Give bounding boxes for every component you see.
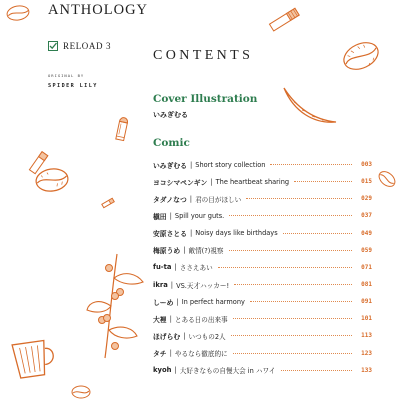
toc-entry[interactable] [153, 242, 372, 259]
toc-separator: | [169, 314, 172, 323]
toc-author: ヨコシマペンギン [153, 178, 208, 187]
toc-work-title: やるなら徹底的に [174, 350, 228, 359]
toc-page-number: 133 [361, 366, 372, 374]
toc-work-title: The heartbeat sharing [215, 177, 290, 186]
toc-entry[interactable] [153, 276, 372, 293]
toc-author: ほげらむ [153, 332, 181, 341]
toc-author: しーめ [153, 298, 174, 307]
toc-leader [233, 318, 352, 319]
toc-leader [246, 198, 352, 199]
toc-author: タダノなつ [153, 195, 187, 204]
toc-page-number: 029 [361, 195, 372, 203]
toc-page-number: 113 [361, 332, 372, 340]
toc-list [153, 156, 372, 379]
toc-separator: | [189, 160, 193, 169]
reload-row [48, 41, 111, 51]
toc-separator: | [170, 280, 174, 289]
toc-work-title: In perfect harmony [181, 297, 245, 306]
toc-leader [294, 181, 352, 182]
toc-work-title: Noisy days like birthdays [195, 229, 278, 238]
coffee-cup-icon [6, 330, 62, 384]
toc-entry[interactable] [153, 327, 372, 344]
toc-page-number: 003 [361, 161, 372, 169]
toc-separator: | [176, 297, 179, 306]
bullet-icon [113, 112, 131, 146]
coffee-bean-icon [33, 166, 71, 194]
toc-leader [229, 250, 352, 251]
toc-entry[interactable] [153, 173, 372, 190]
cover-artist: いみぎむる [153, 111, 188, 119]
toc-page-number: 101 [361, 315, 372, 323]
toc-entry[interactable] [153, 225, 372, 242]
toc-leader [231, 335, 352, 336]
toc-entry[interactable] [153, 156, 372, 173]
toc-leader [229, 215, 352, 216]
toc-page-number: 071 [361, 263, 372, 271]
toc-separator: | [189, 194, 193, 203]
contents-title: CONTENTS [153, 48, 254, 63]
toc-author: fu-ta [153, 263, 172, 272]
toc-separator: | [169, 349, 172, 358]
toc-leader [270, 164, 352, 165]
toc-page-number: 015 [361, 178, 372, 186]
toc-entry[interactable] [153, 259, 372, 276]
original-by-label: ORIGINAL BY [48, 73, 85, 78]
toc-author: 槇田 [153, 212, 167, 221]
toc-work-title: 君の目がほしい [195, 195, 242, 204]
crescent-leaf-icon [280, 84, 340, 132]
toc-entry[interactable] [153, 345, 372, 362]
toc-entry[interactable] [153, 362, 372, 379]
toc-work-title: Spill your guts. [174, 211, 225, 220]
toc-leader [281, 370, 353, 371]
toc-leader [218, 267, 352, 268]
toc-entry[interactable] [153, 310, 372, 327]
toc-work-title: とある日の出来事 [174, 315, 228, 324]
toc-separator: | [189, 229, 193, 238]
toc-leader [233, 353, 352, 354]
original-credit-name: SPIDER LILY [48, 83, 98, 89]
toc-page-number: 059 [361, 246, 372, 254]
toc-work-title: VS.天才ハッカー! [176, 281, 230, 290]
coffee-bean-icon [70, 384, 92, 400]
toc-leader [234, 284, 352, 285]
coffee-branch-icon [85, 248, 147, 360]
toc-separator: | [174, 263, 177, 272]
toc-author: 大裡 [153, 315, 167, 324]
toc-separator: | [183, 331, 186, 340]
toc-author: いみぎむる [153, 161, 187, 170]
toc-page-number: 091 [361, 298, 372, 306]
toc-page-number: 123 [361, 349, 372, 357]
coffee-bean-icon [376, 168, 398, 190]
cover-illustration-heading: Cover Illustration [153, 93, 258, 105]
anthology-title: ANTHOLOGY [48, 2, 149, 18]
toc-author: 安原さとる [153, 230, 187, 239]
toc-work-title: ささえあい [179, 264, 213, 273]
cigarette-icon [262, 0, 307, 42]
toc-leader [250, 301, 352, 302]
reload-label: RELOAD 3 [63, 41, 112, 51]
toc-separator: | [183, 246, 186, 255]
toc-entry[interactable] [153, 293, 372, 310]
toc-work-title: 大好きなもの自慢大会 in ハワイ [179, 367, 276, 376]
toc-page-number: 081 [361, 281, 372, 289]
toc-author: kyoh [153, 366, 172, 375]
toc-author: ikra [153, 280, 168, 289]
toc-separator: | [174, 366, 177, 375]
toc-author: タチ [153, 350, 167, 359]
toc-page-number: 049 [361, 229, 372, 237]
toc-leader [283, 233, 352, 234]
toc-work-title: Short story collection [195, 160, 266, 169]
toc-author: 梅原うめ [153, 247, 181, 256]
toc-entry[interactable] [153, 190, 372, 207]
toc-separator: | [210, 177, 213, 186]
toc-page-number: 037 [361, 212, 372, 220]
toc-separator: | [169, 211, 172, 220]
coffee-bean-icon [4, 2, 32, 24]
comic-heading: Comic [153, 137, 190, 149]
toc-work-title: 敵情(?)視察 [188, 247, 224, 256]
coffee-bean-icon [340, 35, 382, 77]
check-box-icon [48, 41, 58, 51]
cigarette-icon [100, 196, 116, 210]
toc-entry[interactable] [153, 207, 372, 224]
toc-work-title: いつもの2人 [188, 332, 226, 341]
